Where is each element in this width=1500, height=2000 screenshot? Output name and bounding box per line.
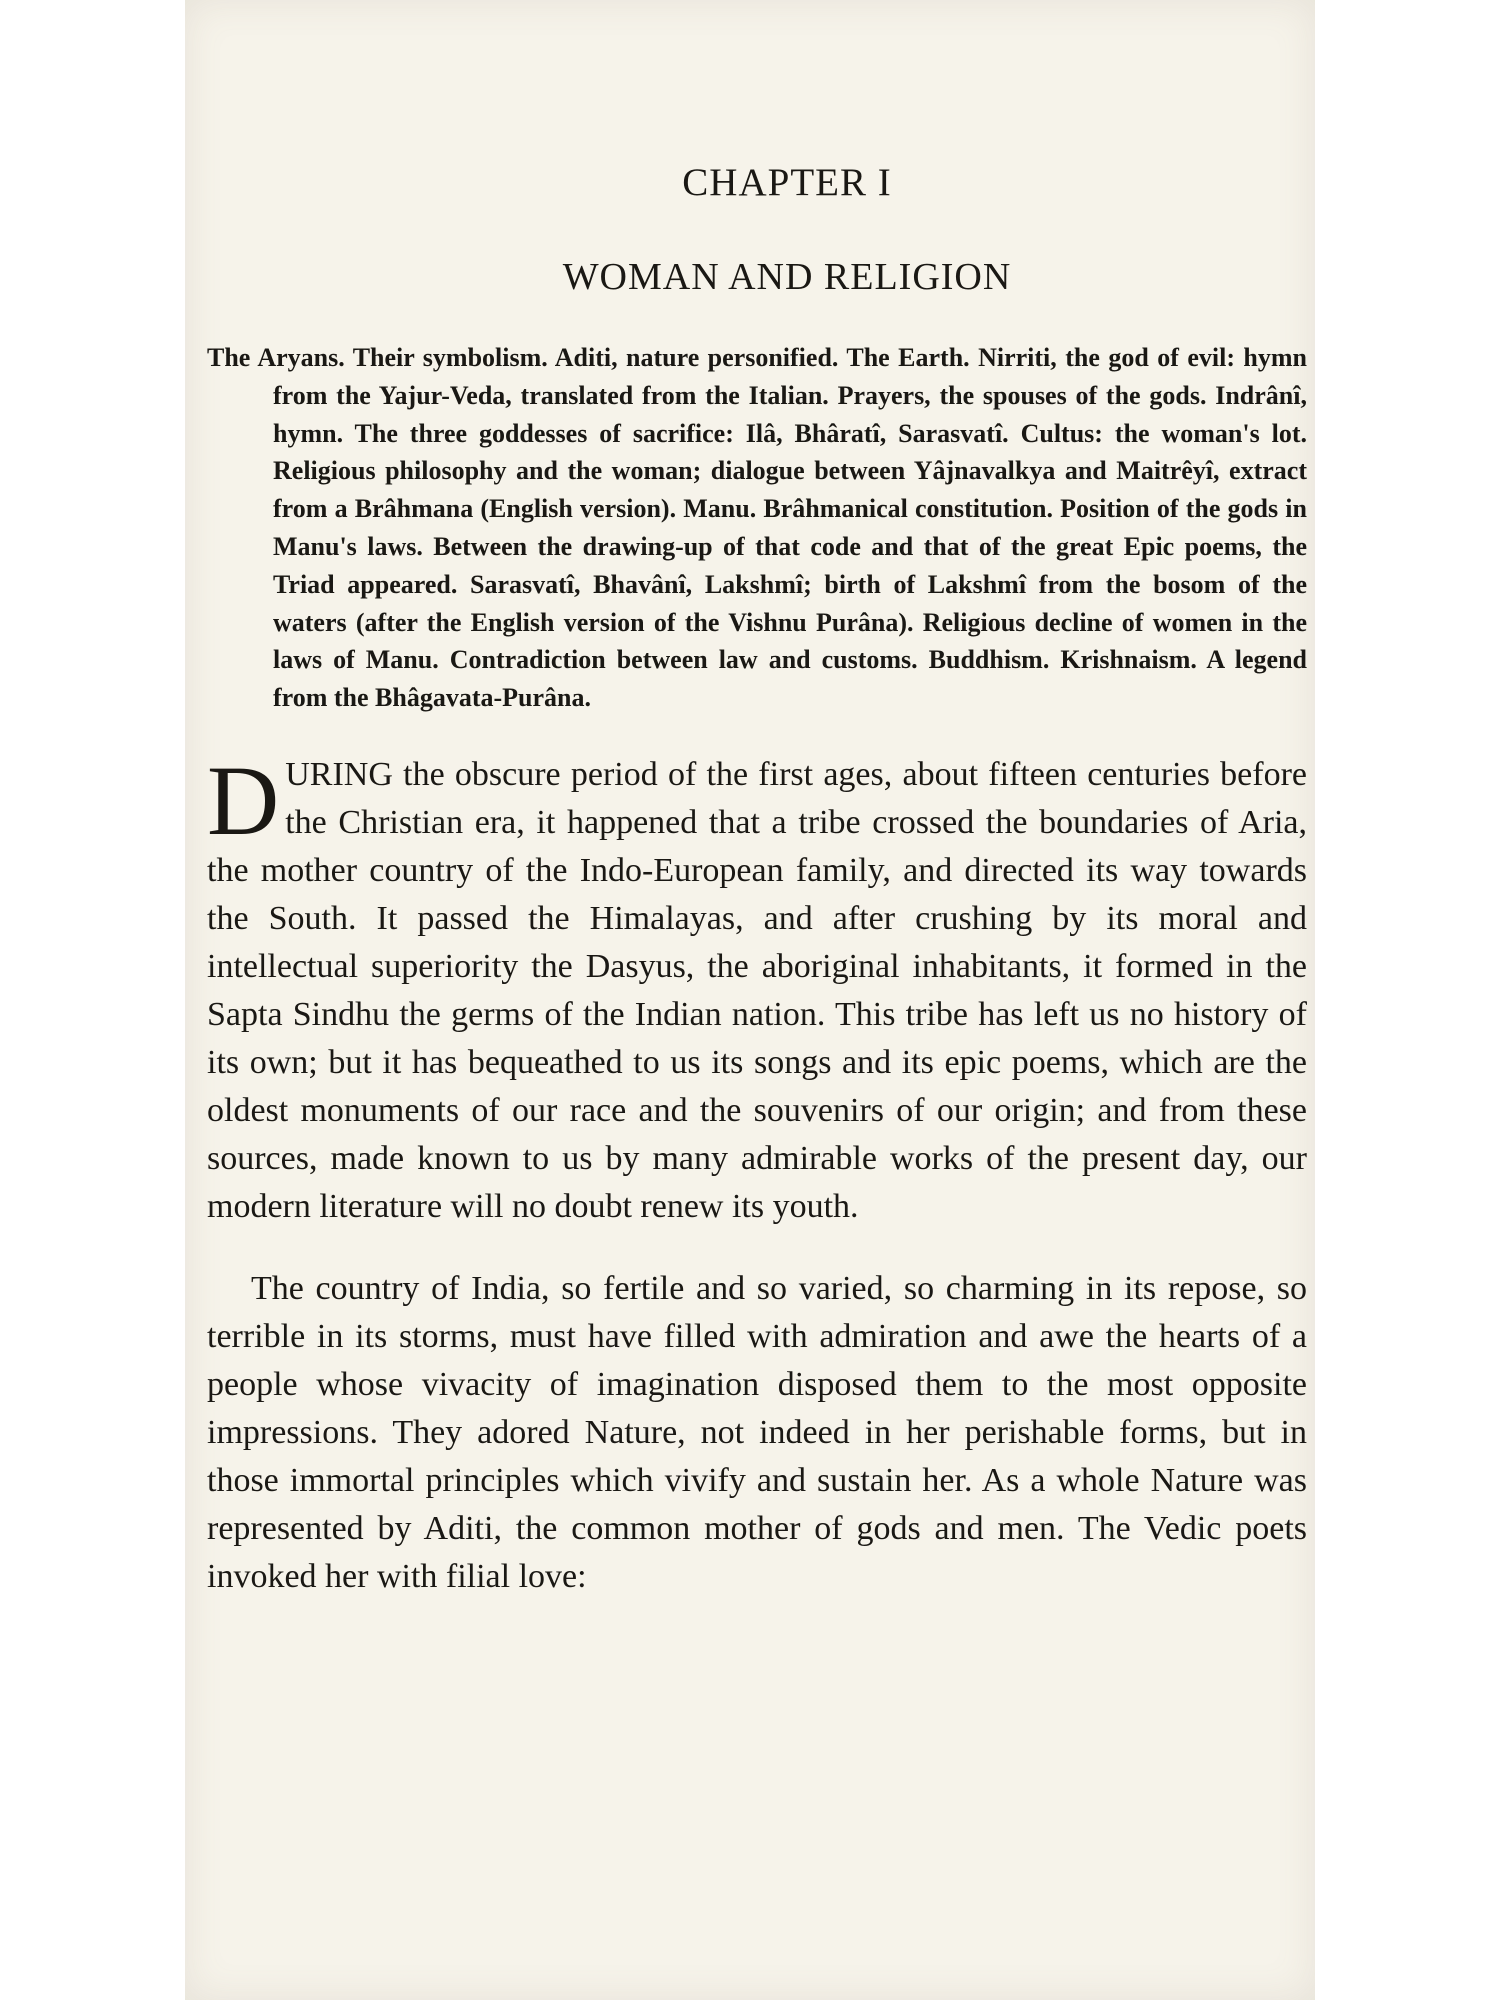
drop-cap: D [207, 744, 280, 856]
paragraph-2: The country of India, so fertile and so varied, so charming in its repose, so terrible in its storms, must have filled with admiration and awe the hearts of a people whose vivacity of imagination disposed them to the most opposite impressions. They adored Nature, not indeed in her perishable forms, but in those immortal principles which vivify and sustain her. As a whole Nature was represented by Aditi, the common mother of gods and men. The Vedic poets invoked her with filial love: [207, 1269, 1307, 1595]
chapter-title: WOMAN AND RELIGION [562, 256, 1012, 298]
chapter-label: CHAPTER I [682, 161, 892, 204]
paragraph-1-text: URING the obscure period of the first ages, about fifteen centuries before the Christian era, it happened that a tribe crossed the boundaries of Aria, the mother country of the Indo-European family, and directed its way towards the South. It passed the Himalayas, and after crushing by its moral and intellectual superiority the Dasyus, the aboriginal inhabitants, it formed in the Sapta Sindhu the germs of the Indian nation. This tribe has left us no history of its own; but it has bequeathed to us its songs and its epic poems, which are the oldest monuments of our race and the souvenirs of our origin; and from these sources, made known to us by many admirable works of the present day, our modern literature will no doubt renew its youth. [207, 755, 1307, 1225]
paragraph-1 [207, 744, 1307, 1231]
page-content [207, 160, 1307, 1635]
body-text [207, 744, 1307, 1601]
chapter-summary: The Aryans. Their symbolism. Aditi, nature personified. The Earth. Nirriti, the god of evil: hymn from the Yajur-Veda, translated from the Italian. Prayers, the spouses of the gods. Indrânî, hymn. The three goddesses of sacrifice: Ilâ, Bhâratî, Sarasvatî. Cultus: the woman's lot. Religious philosophy and the woman; dialogue between Yâjnavalkya and Maitrêyî, extract from a Brâhmana (English version). Manu. Brâhmanical constitution. Position of the gods in Manu's laws. Between the drawing-up of that code and that of the great Epic poems, the Triad appeared. Sarasvatî, Bhavânî, Lakshmî; birth of Lakshmî from the bosom of the waters (after the English version of the Vishnu Purâna). Religious decline of women in the laws of Manu. Contradiction between law and customs. Buddhism. Krishnaism. A legend from the Bhâgavata-Purâna. [207, 343, 1307, 713]
book-page [185, 0, 1315, 2000]
